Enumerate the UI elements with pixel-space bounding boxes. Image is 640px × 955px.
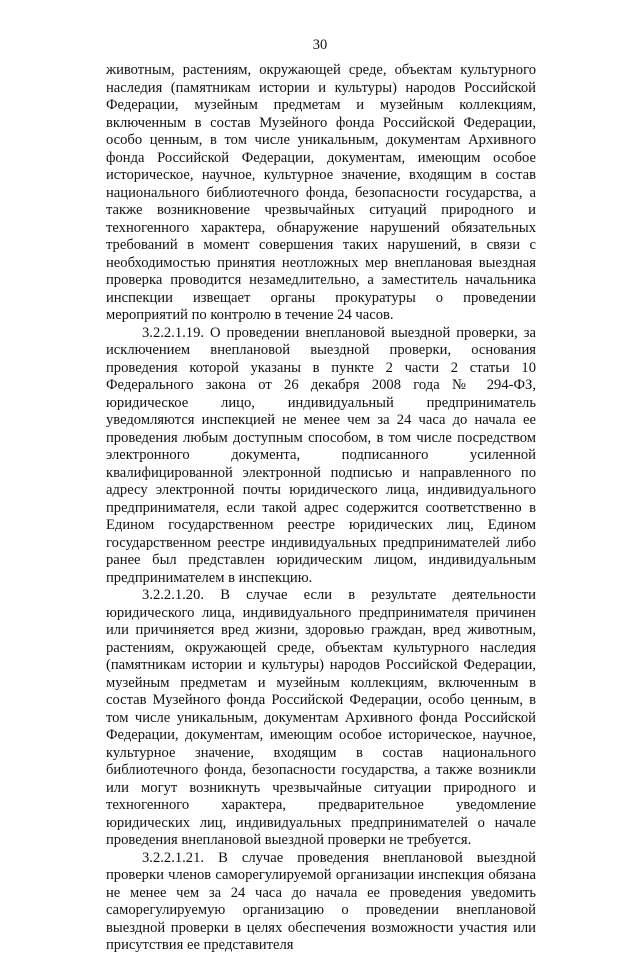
paragraph-continuation: животным, растениям, окружающей среде, объектам культурного наследия (памятникам истории и культуры) народов Российской Федерации, музейным предметам и музейным коллекциям, включенным в состав Музейного фонда Российской Федерации, особо ценным, в том числе уникальным, документам Архивного фонда Российской Федерации, документам, имеющим особое историческое, научное, культурное значение, входящим в состав национального библиотечного фонда, безопасности государства, а также возникновение чрезвычайных ситуаций природного и техногенного характера, обнаружение нарушений обязательных требований в момент совершения таких нарушений, в связи с необходимостью принятия неотложных мер внеплановая выездная проверка проводится незамедлительно, а заместитель начальника инспекции извещает органы прокуратуры о проведении мероприятий по контролю в течение 24 часов. — [106, 62, 536, 323]
paragraph-3-2-2-1-20: 3.2.2.1.20. В случае если в результате деятельности юридического лица, индивидуального предпринимателя причинен или причиняется вред жизни, здоровью граждан, вред животным, растениям, окружающей среде, объектам культурного наследия (памятникам истории и культуры) народов Российской Федерации, музейным предметам и музейным коллекциям, включенным в состав Музейного фонда Российской Федерации, особо ценным, в том числе уникальным, документам Архивного фонда Российской Федерации, документам, имеющим особое историческое, научное, культурное значение, входящим в состав национального библиотечного фонда, безопасности государства, а также возникли или могут возникнуть чрезвычайные ситуации природного и техногенного характера, предварительное уведомление юридических лиц, индивидуальных предпринимателей о начале проведения внеплановой выездной проверки не требуется. — [106, 587, 536, 848]
paragraph-3-2-2-1-19: 3.2.2.1.19. О проведении внеплановой выездной проверки, за исключением внеплановой выездной проверки, основания проведения которой указаны в пункте 2 части 2 статьи 10 Федерального закона от 26 декабря 2008 года № 294-ФЗ, юридическое лицо, индивидуальный предприниматель уведомляются инспекцией не менее чем за 24 часа до начала ее проведения любым доступным способом, в том числе посредством электронного документа, подписанного усиленной квалифицированной электронной подписью и направленного по адресу электронной почты юридического лица, индивидуального предпринимателя, если такой адрес содержится соответственно в Едином государственном реестре юридических лиц, Едином государственном реестре индивидуальных предпринимателей либо ранее был представлен юридическим лицом, индивидуальным предпринимателем в инспекцию. — [106, 324, 536, 586]
document-body — [106, 62, 536, 955]
paragraph-3-2-2-1-21: 3.2.2.1.21. В случае проведения внеплановой выездной проверки членов саморегулируемой организации инспекция обязана не менее чем за 24 часа до начала ее проведения уведомить саморегулируемую организацию о проведении внеплановой выездной проверки в целях обеспечения возможности участия или присутствия ее представителя — [106, 849, 536, 953]
page-number: 30 — [312, 37, 328, 53]
